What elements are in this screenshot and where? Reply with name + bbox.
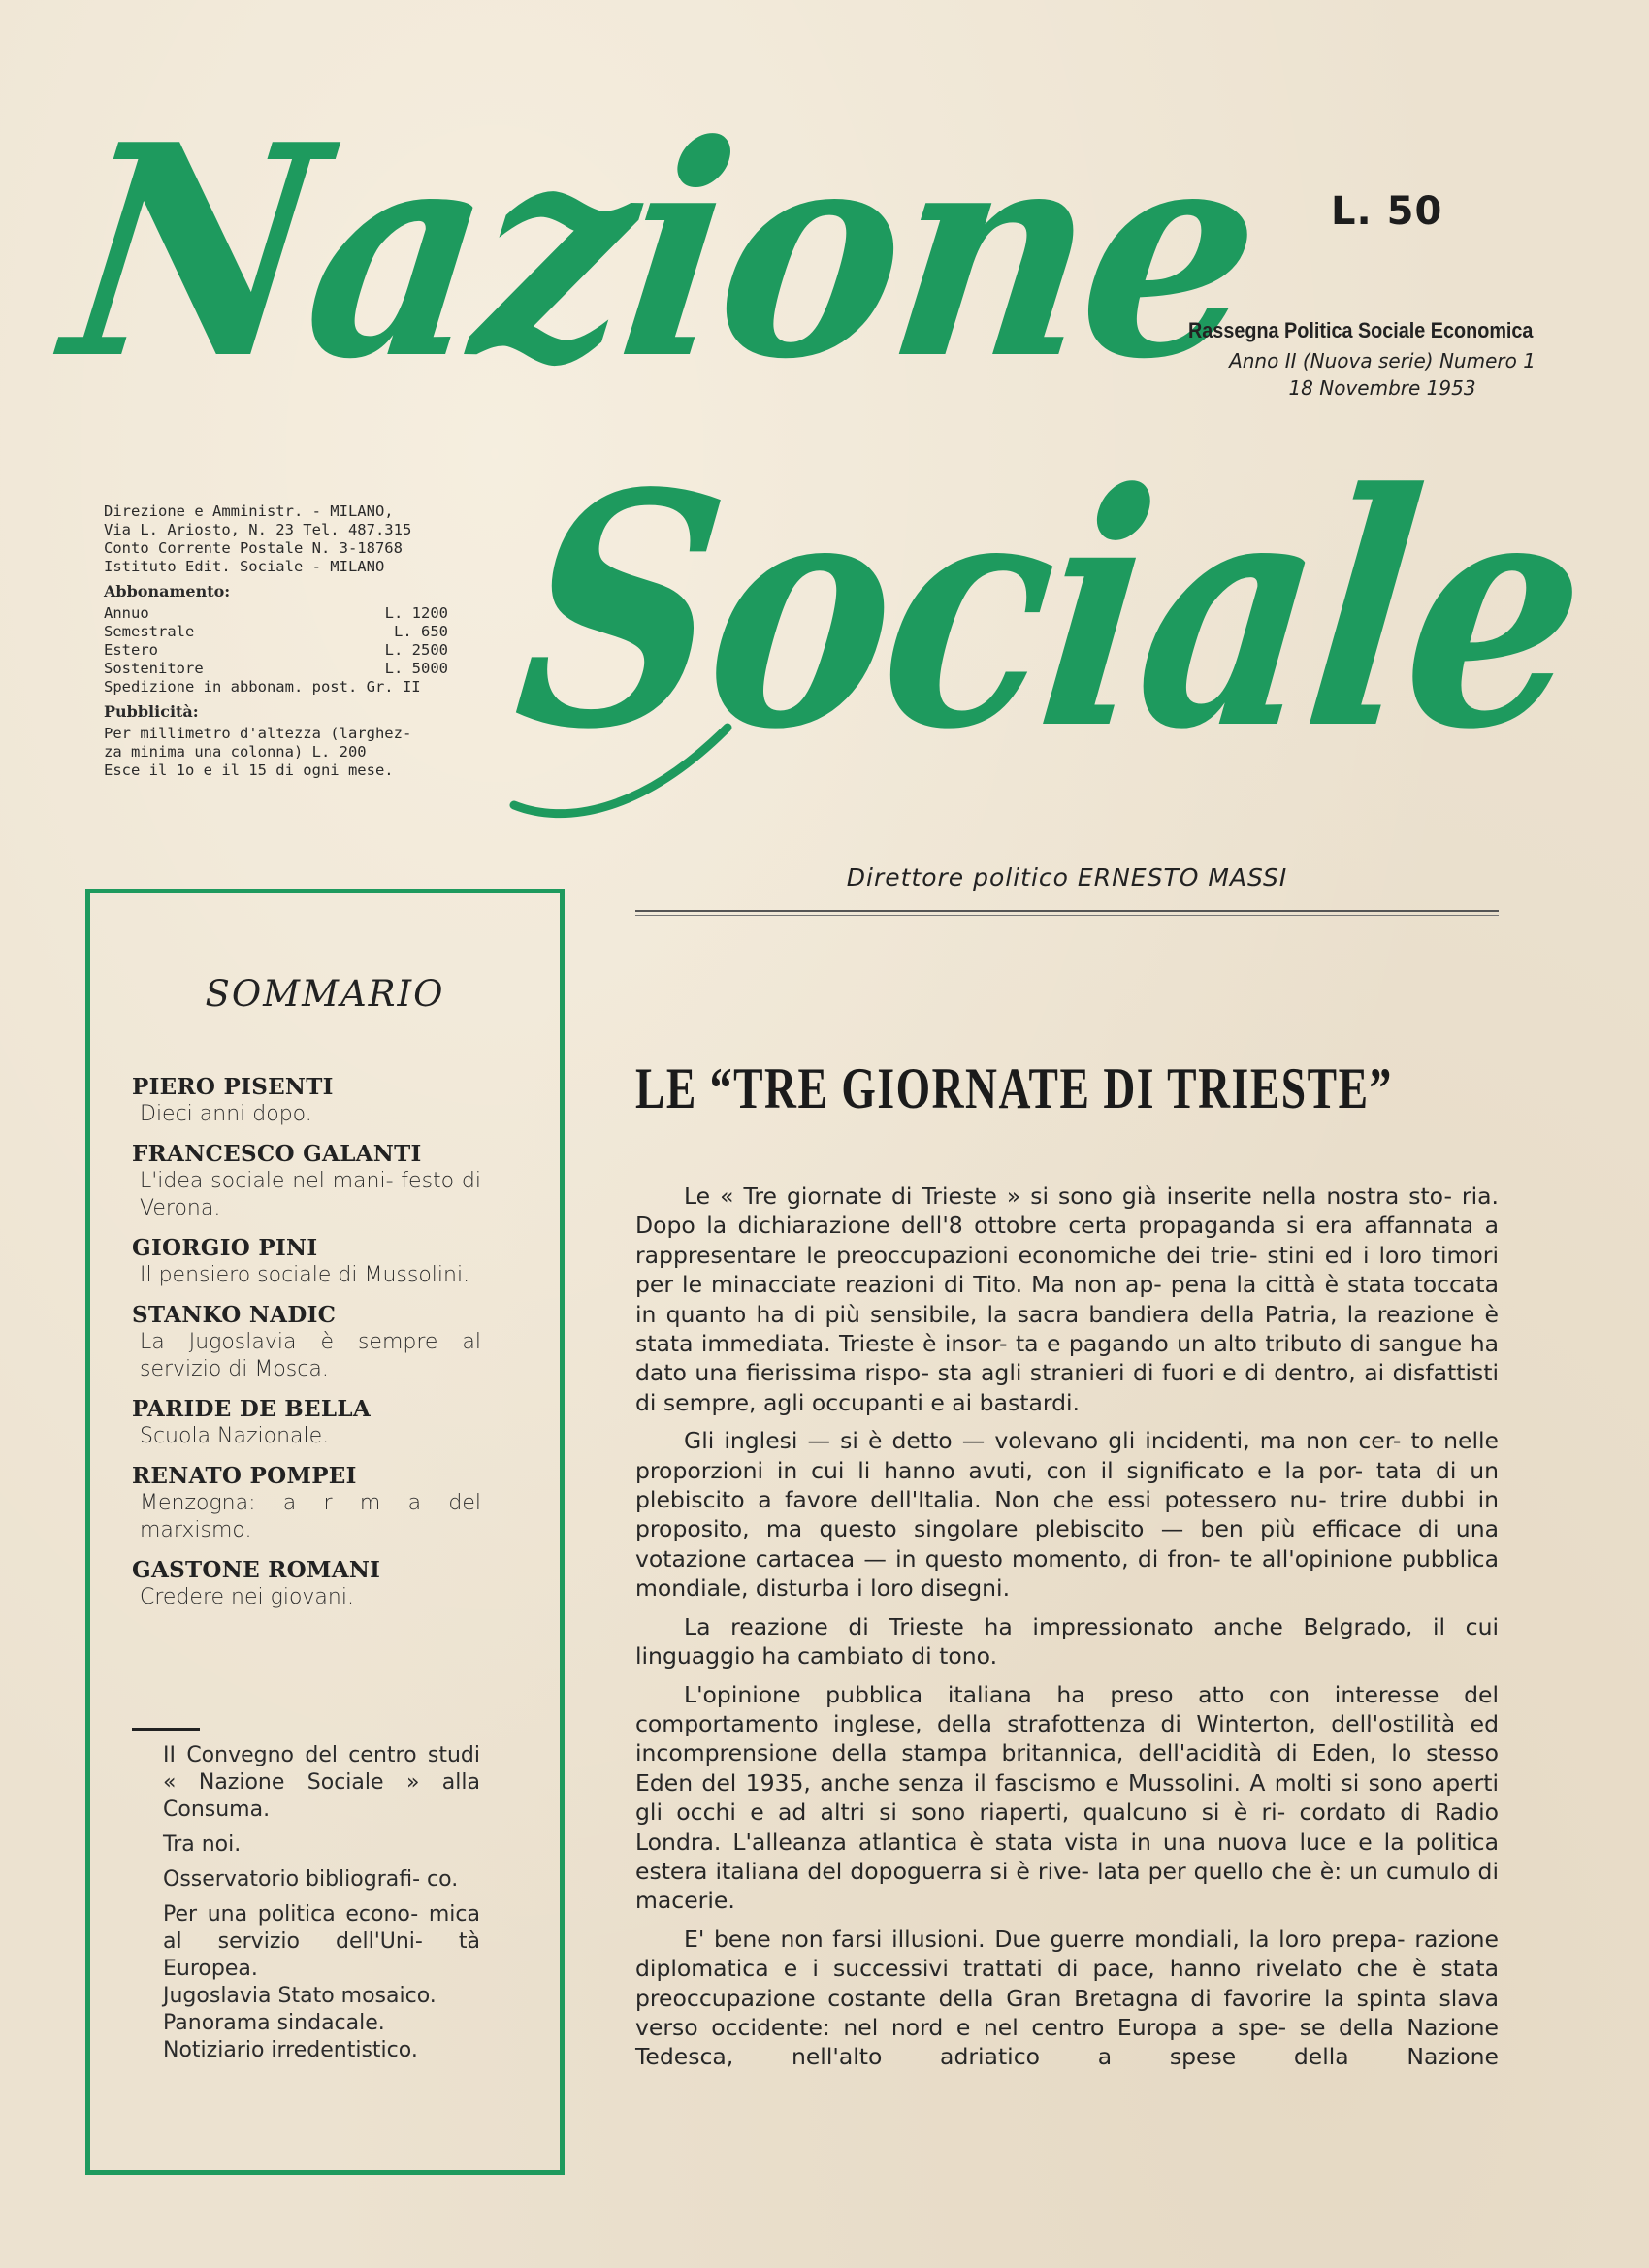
administration-info: [104, 502, 448, 780]
divider-rule: [635, 915, 1499, 916]
director-name: ERNESTO MASSI: [1077, 863, 1288, 891]
sommario-item: [132, 1074, 481, 1128]
sommario-list: [132, 1074, 481, 1624]
sommario-author: FRANCESCO GALANTI: [132, 1141, 422, 1167]
sommario-extra-item: Jugoslavia Stato mosaico.: [163, 1984, 436, 2008]
shipping-info: Spedizione in abbonam. post. Gr. II: [104, 678, 421, 696]
sommario-item: [132, 1557, 481, 1611]
sommario-extra-item: Panorama sindacale.: [163, 2011, 385, 2035]
sommario-extra-item: Per una politica econo- mica al servizio dell'Uni- tà Europea.: [163, 1902, 480, 1981]
subscription-row: [104, 604, 448, 623]
masthead-logo-nazione: Nazione: [50, 81, 1274, 423]
sommario-article-title: La Jugoslavia è sempre al servizio di Mosca.: [140, 1330, 481, 1381]
sommario-title: SOMMARIO: [205, 973, 445, 1015]
sommario-item: [132, 1302, 481, 1383]
subscription-price: L. 5000: [384, 660, 448, 677]
subscription-price: L. 2500: [384, 641, 448, 659]
sommario-extra-item: II Convegno del centro studi « Nazione Sociale » alla Consuma.: [163, 1743, 480, 1822]
article-body: [635, 1182, 1499, 2081]
sommario-item: [132, 1463, 481, 1544]
sommario-article-title: L'idea sociale nel mani- festo di Verona.: [140, 1169, 481, 1220]
admin-line: Istituto Edit. Sociale - MILANO: [104, 558, 385, 575]
sommario-article-title: Menzogna: a r m a del marxismo.: [140, 1491, 481, 1542]
admin-line: Via L. Ariosto, N. 23 Tel. 487.315: [104, 521, 412, 538]
sommario-separator: [132, 1728, 200, 1731]
ads-text: Per millimetro d'altezza (larghez-: [104, 725, 412, 742]
sommario-extras: [163, 1742, 480, 2064]
sommario-author: STANKO NADIC: [132, 1302, 337, 1328]
director-line: [635, 863, 1499, 891]
subscription-price: L. 1200: [384, 604, 448, 622]
sommario-author: GASTONE ROMANI: [132, 1557, 381, 1583]
admin-line: Direzione e Amministr. - MILANO,: [104, 502, 394, 520]
price: L. 50: [1331, 189, 1443, 234]
tagline: Rassegna Politica Sociale Economica: [1188, 318, 1534, 342]
sommario-author: PIERO PISENTI: [132, 1074, 334, 1100]
masthead-logo-sociale: Sociale: [501, 423, 1600, 799]
ads-heading: Pubblicità:: [104, 702, 199, 721]
sommario-author: RENATO POMPEI: [132, 1463, 357, 1489]
ads-text: za minima una colonna) L. 200: [104, 743, 367, 761]
divider-rule: [635, 910, 1499, 912]
subscription-row: [104, 660, 448, 678]
sommario-item: [132, 1396, 481, 1450]
sommario-extra-item: Tra noi.: [163, 1832, 242, 1857]
article-paragraph: L'opinione pubblica italiana ha preso atto con interesse del comportamento inglese, della strafottenza di Winterton, dell'ostilità ed incomprensione della stampa britannica, dell'acidità di Eden, lo stesso Eden del 1935, anche senza il fascismo e Mussolini. A molti si sono aperti gli occhi e ad altri si sono riaperti, qualcuno si è ri- cordato di Radio Londra. L'alleanza atlantica è stata vista in una nuova luce e la politica estera italiana del dopoguerra si è rive- lata per quello che è: un cumulo di macerie.: [635, 1680, 1499, 1915]
article-paragraph: Le « Tre giornate di Trieste » si sono già inserite nella nostra sto- ria. Dopo la dichiarazione dell'8 ottobre certa propaganda si era affannata a rappresentare le preoccupazioni economiche dei trie- stini ed i loro timori per le minacciate reazioni di Tito. Ma non ap- pena la città è stata toccata in quanto ha di più sensibile, la sacra bandiera della Patria, la reazione è stata immediata. Trieste è insor- ta e pagando un alto tributo di sangue ha dato una fierissima rispo- sta agli stranieri di fuori e di dentro, ai disfattisti di sempre, agli occupanti e ai bastardi.: [635, 1183, 1499, 1416]
sommario-author: GIORGIO PINI: [132, 1235, 318, 1261]
sommario-article-title: Il pensiero sociale di Mussolini.: [140, 1263, 470, 1287]
subscription-heading: Abbonamento:: [104, 582, 231, 600]
publication-frequency: Esce il 1o e il 15 di ogni mese.: [104, 761, 394, 779]
article-paragraph: La reazione di Trieste ha impressionato anche Belgrado, il cui linguaggio ha cambiato di tono.: [635, 1612, 1499, 1670]
director-label: Direttore politico: [846, 863, 1069, 891]
subscription-label: Sostenitore: [104, 660, 204, 677]
admin-line: Conto Corrente Postale N. 3-18768: [104, 539, 403, 557]
sommario-article-title: Dieci anni dopo.: [140, 1102, 312, 1126]
sommario-extra-item: Osservatorio bibliografi- co.: [163, 1867, 459, 1892]
subscription-label: Estero: [104, 641, 158, 659]
sommario-extra-item: Notiziario irredentistico.: [163, 2038, 418, 2062]
issue-number: Anno II (Nuova serie) Numero 1: [1229, 349, 1536, 373]
subscription-price: L. 650: [394, 623, 448, 640]
subscription-row: [104, 623, 448, 641]
issue-date: 18 Novembre 1953: [1288, 376, 1476, 400]
subscription-label: Annuo: [104, 604, 149, 622]
subscription-row: [104, 641, 448, 660]
article-paragraph: E' bene non farsi illusioni. Due guerre mondiali, la loro prepa- razione diplomatica e i successivi trattati di pace, hanno rivelato che è stata preoccupazione costante della Gran Bretagna di favorire la spinta slava verso occidente: nel nord e nel centro Europa a spe- se della Nazione Tedesca, nell'alto adriatico a spese della Nazione: [635, 1925, 1499, 2071]
logo-swash-decoration: [504, 708, 737, 825]
sommario-article-title: Credere nei giovani.: [140, 1585, 354, 1609]
sommario-item: [132, 1235, 481, 1289]
article-headline: LE “TRE GIORNATE DI TRIESTE”: [635, 1056, 1393, 1120]
sommario-author: PARIDE DE BELLA: [132, 1396, 371, 1422]
article-paragraph: Gli inglesi — si è detto — volevano gli incidenti, ma non cer- to nelle proporzioni in cui li hanno avuti, con il significato e la por- tata di un plebiscito a favore dell'Italia. Non che essi potessero nu- trire dubbi in proposito, ma questo singolare plebiscito — ben più efficace di una votazione cartacea — in questo momento, di fron- te all'opinione pubblica mondiale, disturba i loro disegni.: [635, 1427, 1499, 1603]
subscription-label: Semestrale: [104, 623, 195, 640]
sommario-article-title: Scuola Nazionale.: [140, 1424, 330, 1448]
sommario-item: [132, 1141, 481, 1222]
